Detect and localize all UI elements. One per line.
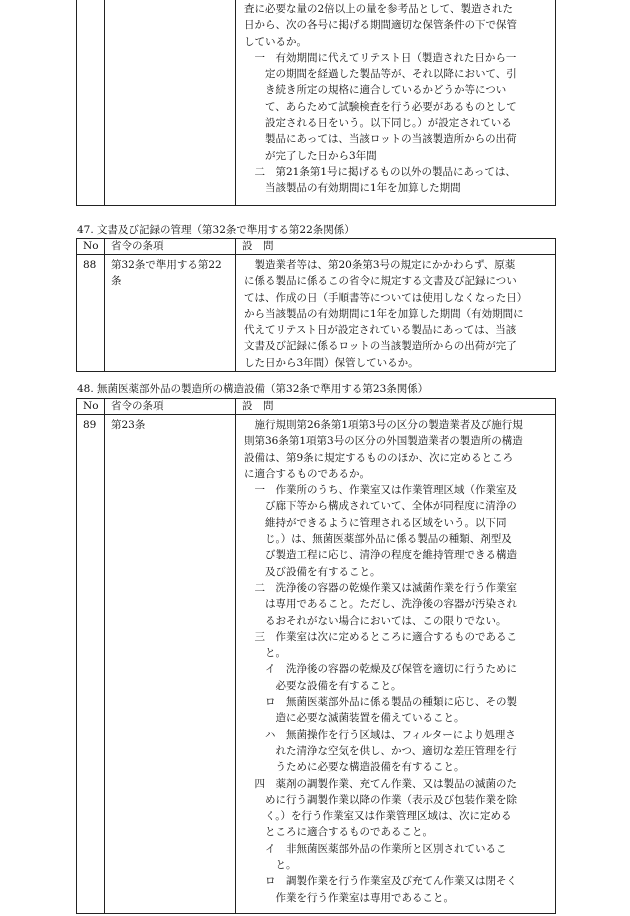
section-48-title: 48. 無菌医薬部外品の製造所の構造設備（第32条で準用する第23条関係） bbox=[77, 383, 429, 395]
text-line: うために必要な構造設備を有すること。 bbox=[244, 761, 465, 774]
text-line: に係る製品に係るこの省令に規定する文書及び記録につい bbox=[244, 275, 517, 288]
text-line: 定の期間を経過した製品等が、それ以降において、引 bbox=[244, 68, 517, 81]
text-line: 代えてリテスト日が設定されている製品にあっては、当該 bbox=[244, 324, 517, 337]
text-line: 当該製品の有効期間に1年を加算した期間 bbox=[244, 182, 461, 195]
text-line: 文書及び記録に係るロットの当該製造所からの出荷が完了 bbox=[244, 340, 517, 353]
text-line: 査に必要な量の2倍以上の量を参考品として、製造された bbox=[244, 3, 513, 15]
text-line: 四 薬剤の調製作業、充てん作業、又は製品の滅菌のた bbox=[244, 777, 517, 790]
text-line: 二 洗浄後の容器の乾燥作業又は滅菌作業を行う作業室 bbox=[244, 581, 517, 594]
section-47-title: 47. 文書及び記録の管理（第32条で準用する第22条関係） bbox=[77, 224, 355, 236]
text-line: は専用であること。ただし、洗浄後の容器が汚染され bbox=[244, 598, 517, 611]
table-header-row bbox=[77, 239, 556, 255]
text-line: から当該製品の有効期間に1年を加算した期間（有効期間に bbox=[244, 307, 524, 320]
text-line: した日から3年間）保管しているか。 bbox=[244, 356, 419, 369]
article-line: 第32条で準用する第22 bbox=[111, 259, 222, 271]
text-line: ところに適合するものであること。 bbox=[244, 826, 433, 839]
table-row bbox=[77, 415, 556, 914]
row-question bbox=[236, 255, 556, 372]
header-no: No bbox=[77, 239, 105, 255]
text-line: 造に必要な滅菌装置を備えていること。 bbox=[244, 712, 465, 725]
text-line: 設備は、第9条に規定するもののほか、次に定めるところ bbox=[244, 451, 514, 464]
text-line: るおそれがない場合においては、この限りでない。 bbox=[244, 614, 507, 627]
text-line: 製品にあっては、当該ロットの当該製造所からの出荷 bbox=[244, 133, 517, 146]
text-line: 一 有効期間に代えてリテスト日（製造された日から一 bbox=[244, 51, 517, 64]
text-line: 日から、次の各号に掲げる期間適切な保管条件の下で保管 bbox=[244, 19, 517, 32]
text-line: ハ 無菌操作を行う区域は、フィルターにより処理さ bbox=[244, 728, 516, 741]
text-line: れた清浄な空気を供し、かつ、適切な差圧管理を行 bbox=[244, 744, 517, 757]
text-line: 製造業者等は、第20条第3号の規定にかかわらず、原薬 bbox=[244, 259, 516, 271]
article-line: 条 bbox=[111, 275, 122, 288]
text-line: 維持ができるように管理される区域をいう。以下同 bbox=[244, 516, 507, 529]
article-cell bbox=[105, 0, 236, 206]
text-line: 必要な設備を有すること。 bbox=[244, 679, 402, 692]
text-line: く。）を行う作業室又は作業管理区域は、次に定める bbox=[244, 810, 512, 823]
header-article: 省令の条項 bbox=[105, 399, 236, 415]
continued-table bbox=[76, 0, 556, 206]
row-article bbox=[105, 415, 236, 914]
table-row bbox=[77, 255, 556, 372]
header-no: No bbox=[77, 399, 105, 415]
header-question: 設 問 bbox=[236, 239, 556, 255]
row-article bbox=[105, 255, 236, 372]
text-line: 設定される日をいう。以下同じ。）が設定されている bbox=[244, 117, 512, 130]
section-47-table bbox=[76, 238, 556, 372]
text-line: ては、作成の日（手順書等については使用しなくなった日） bbox=[244, 291, 528, 304]
text-line: イ 非無菌医薬部外品の作業所と区別されているこ bbox=[244, 842, 507, 855]
text-line: めに行う調製作業以降の作業（表示及び包装作業を除 bbox=[244, 793, 517, 806]
text-line: ロ 無菌医薬部外品に係る製品の種類に応じ、その製 bbox=[244, 696, 517, 709]
text-line: 二 第21条第1号に掲げるもの以外の製品にあっては、 bbox=[244, 165, 516, 178]
article-line: 第23条 bbox=[111, 419, 146, 431]
text-line: 則第36条第1項第3号の区分の外国製造業者の製造所の構造 bbox=[244, 435, 523, 448]
question-cell bbox=[236, 0, 556, 206]
text-line: しているか。 bbox=[244, 35, 307, 48]
text-line: 施行規則第26条第1項第3号の区分の製造業者及び施行規 bbox=[244, 419, 523, 431]
text-line: て、あらためて試験検査を行う必要があるものとして bbox=[244, 100, 517, 113]
text-line: と。 bbox=[244, 859, 297, 872]
text-line: じ。）は、無菌医薬部外品に係る製品の種類、剤型及 bbox=[244, 533, 512, 546]
text-line: が完了した日から3年間 bbox=[244, 149, 377, 162]
text-line: イ 洗浄後の容器の乾燥及び保管を適切に行うために bbox=[244, 663, 517, 676]
text-line: 及び設備を有すること。 bbox=[244, 565, 381, 578]
section-48-table bbox=[76, 398, 556, 914]
text-line: び廊下等から構成されていて、全体が同程度に清浄の bbox=[244, 500, 517, 513]
text-line: 作業を行う作業室は専用であること。 bbox=[244, 891, 454, 904]
text-line: び製造工程に応じ、清浄の程度を維持管理できる構造 bbox=[244, 549, 517, 562]
row-number: 88 bbox=[77, 255, 105, 372]
text-line: き続き所定の規格に適合しているかどうか等につい bbox=[244, 84, 507, 97]
header-article: 省令の条項 bbox=[105, 239, 236, 255]
row-question bbox=[236, 415, 556, 914]
text-line: に適合するものであるか。 bbox=[244, 467, 370, 480]
text-line: ロ 調製作業を行う作業室及び充てん作業又は閉そく bbox=[244, 875, 517, 888]
no-cell bbox=[77, 0, 105, 206]
row-number: 89 bbox=[77, 415, 105, 914]
table-header-row bbox=[77, 399, 556, 415]
text-line: と。 bbox=[244, 647, 286, 660]
header-question: 設 問 bbox=[236, 399, 556, 415]
text-line: 三 作業室は次に定めるところに適合するものであるこ bbox=[244, 630, 517, 643]
text-line: 一 作業所のうち、作業室又は作業管理区域（作業室及 bbox=[244, 484, 517, 497]
